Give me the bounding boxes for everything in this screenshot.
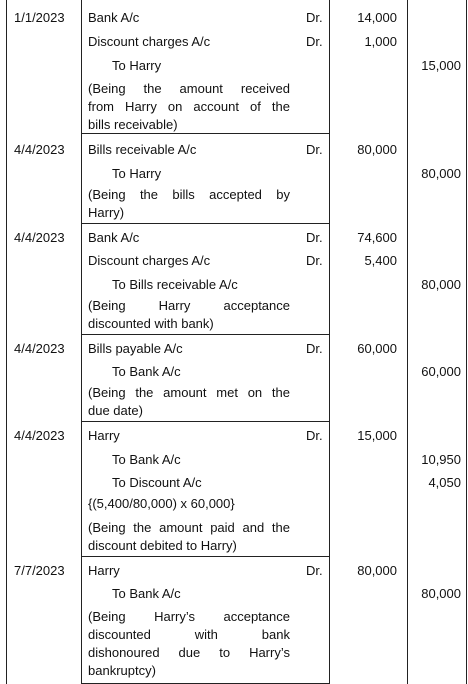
credit-account: To Bank A/c	[112, 364, 181, 379]
credit-account: To Harry	[112, 58, 162, 73]
dr-marker: Dr.	[306, 142, 323, 157]
debit-amount: 5,400	[364, 253, 397, 268]
credit-amount: 80,000	[421, 166, 461, 181]
entry-date: 4/4/2023	[14, 142, 65, 157]
debit-amount: 74,600	[357, 230, 397, 245]
dr-marker: Dr.	[306, 253, 323, 268]
debit-amount: 15,000	[357, 428, 397, 443]
narration-line: due date)	[88, 403, 143, 418]
narration-line: bankruptcy)	[88, 663, 156, 678]
dr-marker: Dr.	[306, 10, 323, 25]
debit-account: Bank A/c	[88, 10, 140, 25]
debit-account: Discount charges A/c	[88, 34, 211, 49]
narration-line: (Being the amount paid and the	[88, 520, 290, 535]
entry-date: 4/4/2023	[14, 428, 65, 443]
credit-account: To Bank A/c	[112, 586, 181, 601]
narration-line: bills receivable)	[88, 117, 178, 132]
debit-amount: 60,000	[357, 341, 397, 356]
narration-line: discount debited to Harry)	[88, 538, 237, 553]
entry-separator	[81, 421, 330, 422]
entry-date: 7/7/2023	[14, 563, 65, 578]
credit-amount: 60,000	[421, 364, 461, 379]
entry-separator	[81, 556, 330, 557]
narration	[88, 519, 290, 555]
credit-amount: 10,950	[421, 452, 461, 467]
credit-amount: 80,000	[421, 277, 461, 292]
narration-line: (Being Harry acceptance	[88, 298, 290, 313]
entry-date: 4/4/2023	[14, 341, 65, 356]
entry-date: 1/1/2023	[14, 10, 65, 25]
debit-account: Bank A/c	[88, 230, 140, 245]
credit-amount: 15,000	[421, 58, 461, 73]
credit-account: To Bank A/c	[112, 452, 181, 467]
debit-amount: 80,000	[357, 142, 397, 157]
narration-line: dishonoured due to Harry’s	[88, 645, 290, 660]
narration-line: (Being the amount met on the	[88, 385, 290, 400]
debit-amount: 1,000	[364, 34, 397, 49]
narration-line: discounted with bank)	[88, 316, 214, 331]
dr-marker: Dr.	[306, 34, 323, 49]
narration	[88, 80, 290, 134]
table-border-right	[466, 0, 467, 684]
narration-line: (Being the amount received	[88, 81, 290, 96]
entry-separator	[81, 334, 330, 335]
debit-account: Discount charges A/c	[88, 253, 211, 268]
narration	[88, 608, 290, 680]
narration-line: (Being Harry’s acceptance	[88, 609, 290, 624]
narration-line: (Being the bills accepted by	[88, 187, 290, 202]
dr-marker: Dr.	[306, 341, 323, 356]
narration-line: Harry)	[88, 205, 125, 220]
dr-marker: Dr.	[306, 428, 323, 443]
narration	[88, 384, 290, 420]
credit-amount: 80,000	[421, 586, 461, 601]
dr-marker: Dr.	[306, 563, 323, 578]
column-divider-particulars	[329, 0, 330, 684]
calculation-note: {(5,400/80,000) x 60,000}	[88, 496, 235, 511]
credit-account: To Discount A/c	[112, 475, 202, 490]
table-border-left	[6, 0, 7, 684]
credit-account: To Bills receivable A/c	[112, 277, 238, 292]
credit-amount: 4,050	[428, 475, 461, 490]
debit-account: Harry	[88, 428, 120, 443]
column-divider-debit	[407, 0, 408, 684]
narration-line: discounted with bank	[88, 627, 290, 642]
narration	[88, 297, 290, 333]
debit-amount: 80,000	[357, 563, 397, 578]
dr-marker: Dr.	[306, 230, 323, 245]
narration	[88, 186, 290, 222]
debit-account: Bills payable A/c	[88, 341, 183, 356]
debit-account: Harry	[88, 563, 120, 578]
entry-date: 4/4/2023	[14, 230, 65, 245]
narration-line: from Harry on account of the	[88, 99, 290, 114]
credit-account: To Harry	[112, 166, 162, 181]
entry-separator	[81, 223, 330, 224]
column-divider-date	[81, 0, 82, 684]
debit-account: Bills receivable A/c	[88, 142, 197, 157]
debit-amount: 14,000	[357, 10, 397, 25]
